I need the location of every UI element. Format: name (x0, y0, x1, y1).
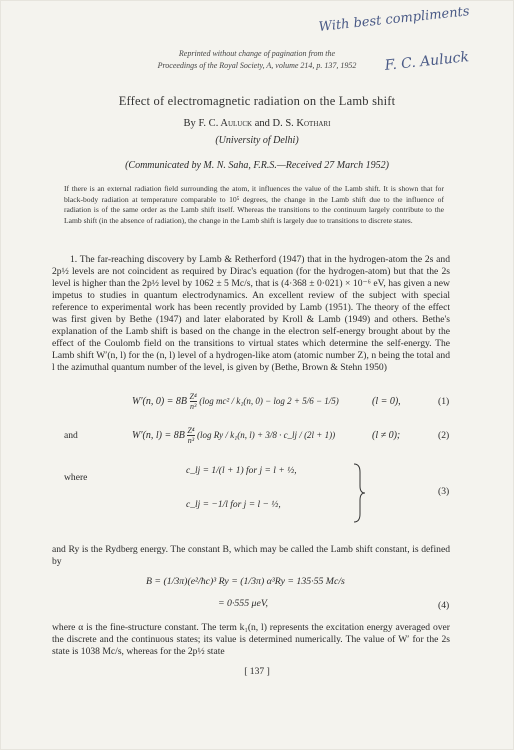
eq1-frac-num: Z⁴ (189, 392, 197, 401)
body-paragraph-2 (52, 544, 450, 568)
handwritten-inscription: With best compliments (318, 4, 471, 35)
author-2: D. S. Kothari (272, 118, 331, 129)
eq2-fraction (187, 426, 194, 445)
eq3-line1: c_lj = 1/(l + 1) for j = l + ½, (186, 466, 297, 476)
eq3-label: where (64, 472, 88, 483)
affiliation: (University of Delhi) (215, 135, 299, 146)
author-1: F. C. Auluck (198, 118, 253, 129)
page-number: [ 137 ] (244, 666, 270, 677)
body-paragraph-1 (52, 254, 450, 374)
paragraph-1-text: 1. The far-reaching discovery by Lamb & Retherford (1947) that in the hydrogen-atom the 2s and 2p½ levels are not coincident as required by Dirac's equation (for the hydrogen-atom) but that the 2s level is higher than the 2p½ level by 1062 ± 5 Mc/s, that is (4·368 ± 0·021) × 10⁻⁶ eV, has given a new impetus to studies in quantum electrodynamics. An excellent review of the subject with special reference to experimental work has been recently provided by Lamb (1951). The theory of the effect was first given by Bethe (1947) and later elaborated by Kroll & Lamb (1949) and others. Bethe's explanation of the Lamb shift is based on the change in the electron self-energy brought about by the effect of the Coulomb field on the transitions to virtual states which determine the self-energy. The Lamb shift W′(n, l) for the (n, l) level of a hydrogen-like atom (atomic number Z), n being the total and l the azimuthal quantum number of the level, is given by (Bethe, Brown & Stehn 1950) (52, 254, 450, 374)
equation-1 (132, 392, 382, 411)
eq1-fraction (190, 392, 197, 411)
reprint-notice-line2: Proceedings of the Royal Society, A, volume 214, p. 137, 1952 (157, 61, 357, 70)
eq2-frac-num: Z⁴ (187, 426, 195, 435)
eq1-rest: (log mc² / k₁(n, 0) − log 2 + 5/6 − 1/5) (199, 395, 339, 406)
eq1-number: (1) (438, 396, 450, 407)
authors-by: By (183, 118, 199, 129)
eq1-condition: (l = 0), (372, 396, 401, 407)
paragraph-3-text: where α is the fine-structure constant. The term k₁(n, l) represents the excitation energy averaged over the discrete and the continuous states; its value is determined numerically. The value of W′ for the 2s state is 1038 Mc/s, whereas for the 2p½ state (52, 622, 450, 658)
reprint-notice-line1: Reprinted without change of pagination from the (178, 49, 336, 58)
eq2-label: and (64, 430, 78, 441)
eq2-rest: (log Ry / k₁(n, l) + 3/8 · c_lj / (2l + 1)) (197, 429, 336, 440)
eq4-number: (4) (438, 600, 450, 611)
eq2-lhs: W′(n, l) = 8B (132, 429, 185, 441)
paper-authors (0, 118, 514, 129)
handwritten-signature: F. C. Auluck (384, 49, 470, 74)
body-paragraph-3 (52, 622, 450, 658)
paragraph-2-text: and Ry is the Rydberg energy. The constant B, which may be called the Lamb shift constant, is defined by (52, 544, 450, 568)
eq2-number: (2) (438, 430, 450, 441)
eq1-lhs: W′(n, 0) = 8B (132, 395, 188, 407)
eq4-line2: = 0·555 μeV, (218, 598, 268, 609)
eq1-frac-den: n³ (189, 402, 197, 411)
authors-and: and (252, 118, 273, 129)
eq4-line1: B = (1/3π)(e²/ħc)³ Ry = (1/3π) α³Ry = 135·55 Mc/s (146, 576, 345, 587)
paper-title: Effect of electromagnetic radiation on the Lamb shift (118, 94, 396, 108)
equation-2 (132, 426, 382, 445)
eq2-frac-den: n³ (187, 436, 195, 445)
abstract: If there is an external radiation field surrounding the atom, it influences the value of the Lamb shift. It is shown that for black-body radiation at temperature comparable to 10⁵ degrees, the change in the Lamb shift due to the influence of radiation is of the same order as the Lamb shift itself. Whereas the transitions to the continuum largely contribute to the Lamb shift (in the absence of radiation), the change in the Lamb shift is largely due to transitions to discrete states. (64, 184, 444, 225)
communicated-line: (Communicated by M. N. Saha, F.R.S.—Received 27 March 1952) (125, 160, 389, 171)
eq3-line2: c_lj = −1/l for j = l − ½, (186, 500, 281, 510)
eq2-condition: (l ≠ 0); (372, 430, 401, 441)
eq3-brace (352, 462, 366, 524)
eq3-number: (3) (438, 486, 450, 497)
